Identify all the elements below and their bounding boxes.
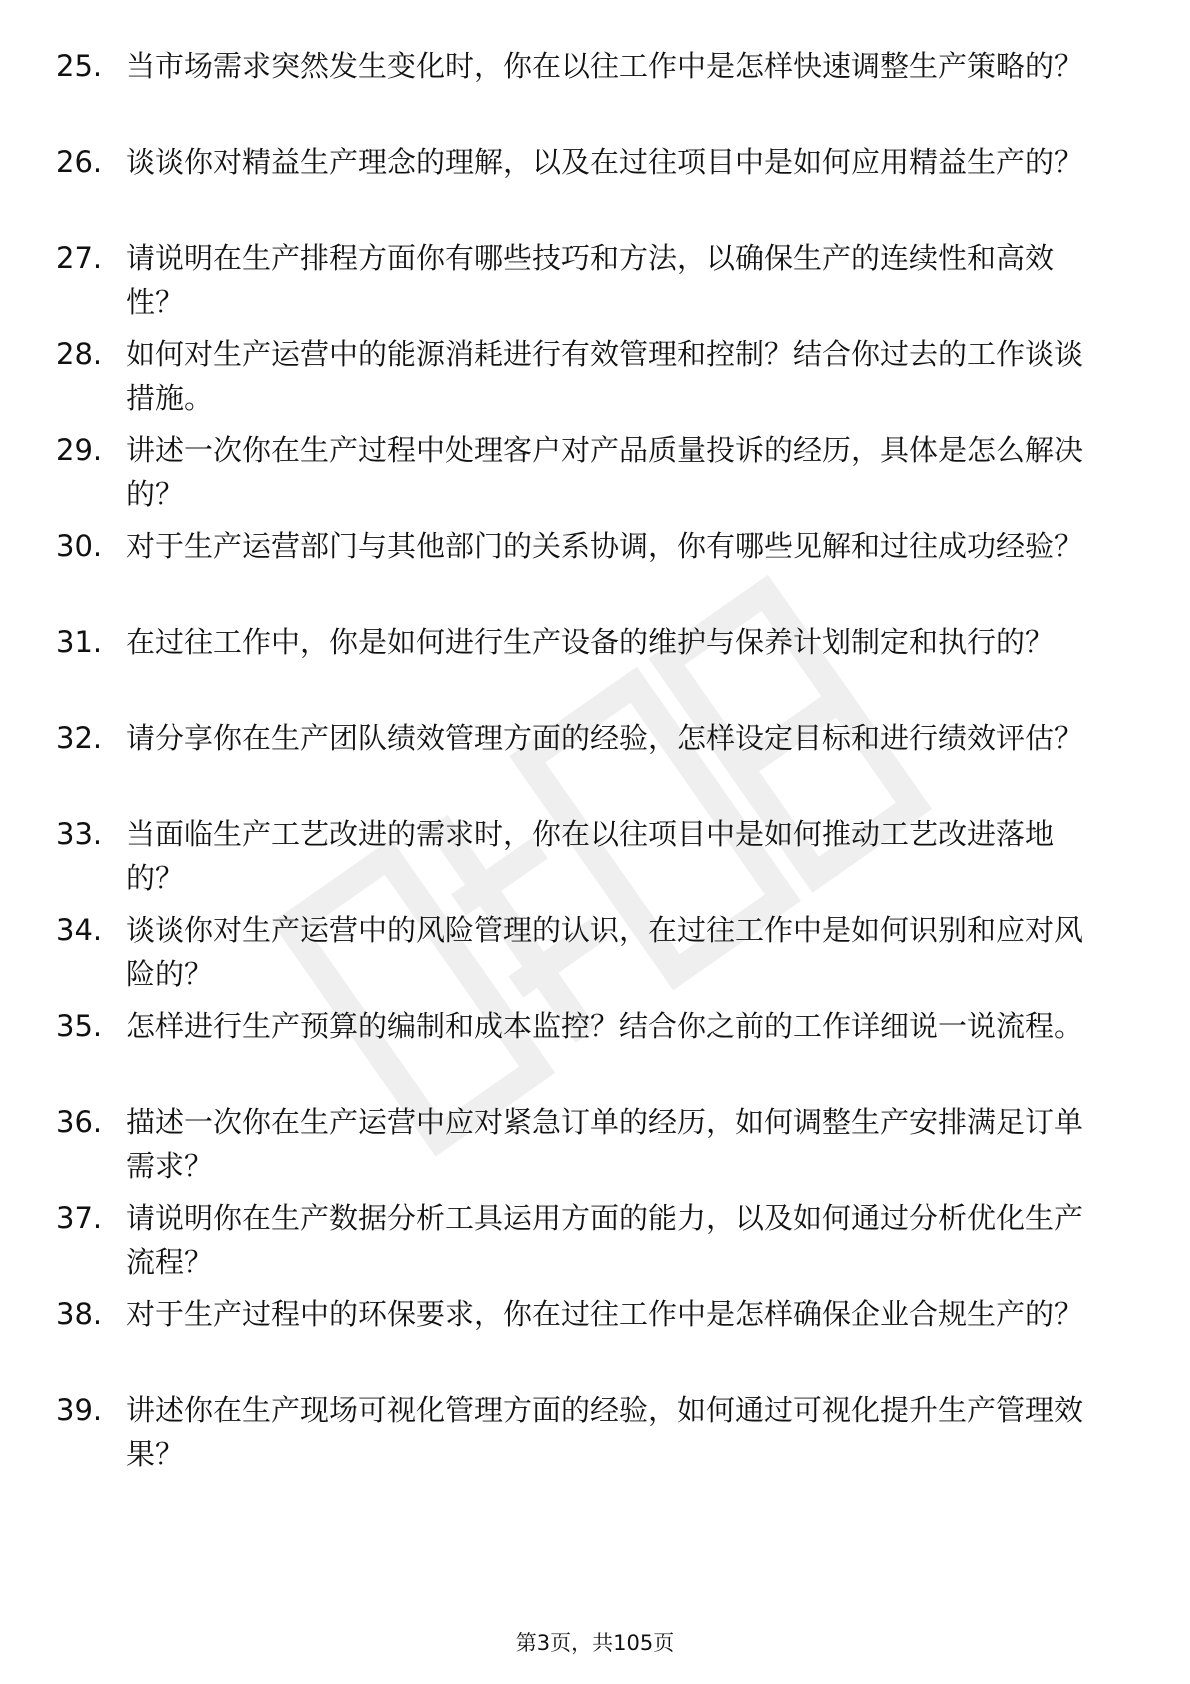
question-item bbox=[0, 716, 1190, 816]
question-item bbox=[0, 1196, 1190, 1296]
question-text: 当面临生产工艺改进的需求时，你在以往项目中是如何推动工艺改进落地的？ bbox=[126, 817, 1055, 895]
question-number: 32. bbox=[56, 721, 103, 755]
question-item bbox=[0, 1004, 1190, 1104]
question-item bbox=[0, 332, 1190, 432]
question-text: 描述一次你在生产运营中应对紧急订单的经历，如何调整生产安排满足订单需求？ bbox=[126, 1105, 1084, 1183]
question-number: 35. bbox=[56, 1009, 103, 1043]
question-item bbox=[0, 620, 1190, 720]
question-number: 27. bbox=[56, 241, 103, 275]
question-text: 讲述你在生产现场可视化管理方面的经验，如何通过可视化提升生产管理效果？ bbox=[126, 1393, 1084, 1471]
question-text: 讲述一次你在生产过程中处理客户对产品质量投诉的经历，具体是怎么解决的？ bbox=[126, 433, 1084, 511]
question-number: 38. bbox=[56, 1297, 103, 1331]
question-number: 31. bbox=[56, 625, 103, 659]
question-item bbox=[0, 236, 1190, 336]
question-number: 29. bbox=[56, 433, 103, 467]
question-text: 对于生产过程中的环保要求，你在过往工作中是怎样确保企业合规生产的？ bbox=[126, 1297, 1084, 1331]
question-number: 28. bbox=[56, 337, 103, 371]
question-item bbox=[0, 1292, 1190, 1392]
question-text: 对于生产运营部门与其他部门的关系协调，你有哪些见解和过往成功经验？ bbox=[126, 529, 1084, 563]
question-item bbox=[0, 1100, 1190, 1200]
question-item bbox=[0, 524, 1190, 624]
question-number: 34. bbox=[56, 913, 103, 947]
page-number-label: 第3页，共105页 bbox=[515, 1631, 675, 1655]
question-item bbox=[0, 140, 1190, 240]
question-text: 谈谈你对生产运营中的风险管理的认识，在过往工作中是如何识别和应对风险的？ bbox=[126, 913, 1084, 991]
question-item bbox=[0, 1388, 1190, 1488]
page-footer bbox=[0, 1628, 1190, 1658]
question-item bbox=[0, 812, 1190, 912]
question-number: 39. bbox=[56, 1393, 103, 1427]
question-number: 26. bbox=[56, 145, 103, 179]
question-item bbox=[0, 908, 1190, 1008]
question-text: 如何对生产运营中的能源消耗进行有效管理和控制？结合你过去的工作谈谈措施。 bbox=[126, 337, 1084, 415]
question-text: 请说明你在生产数据分析工具运用方面的能力，以及如何通过分析优化生产流程？ bbox=[126, 1201, 1084, 1279]
question-number: 25. bbox=[56, 49, 103, 83]
question-number: 36. bbox=[56, 1105, 103, 1139]
question-text: 请分享你在生产团队绩效管理方面的经验，怎样设定目标和进行绩效评估？ bbox=[126, 721, 1084, 755]
question-text: 怎样进行生产预算的编制和成本监控？结合你之前的工作详细说一说流程。 bbox=[126, 1009, 1084, 1043]
question-text: 请说明在生产排程方面你有哪些技巧和方法，以确保生产的连续性和高效性？ bbox=[126, 241, 1055, 319]
question-item bbox=[0, 428, 1190, 528]
question-text: 在过往工作中，你是如何进行生产设备的维护与保养计划制定和执行的？ bbox=[126, 625, 1055, 659]
question-item bbox=[0, 44, 1190, 144]
question-number: 37. bbox=[56, 1201, 103, 1235]
question-text: 当市场需求突然发生变化时，你在以往工作中是怎样快速调整生产策略的？ bbox=[126, 49, 1084, 83]
question-text: 谈谈你对精益生产理念的理解，以及在过往项目中是如何应用精益生产的？ bbox=[126, 145, 1084, 179]
question-number: 30. bbox=[56, 529, 103, 563]
question-number: 33. bbox=[56, 817, 103, 851]
